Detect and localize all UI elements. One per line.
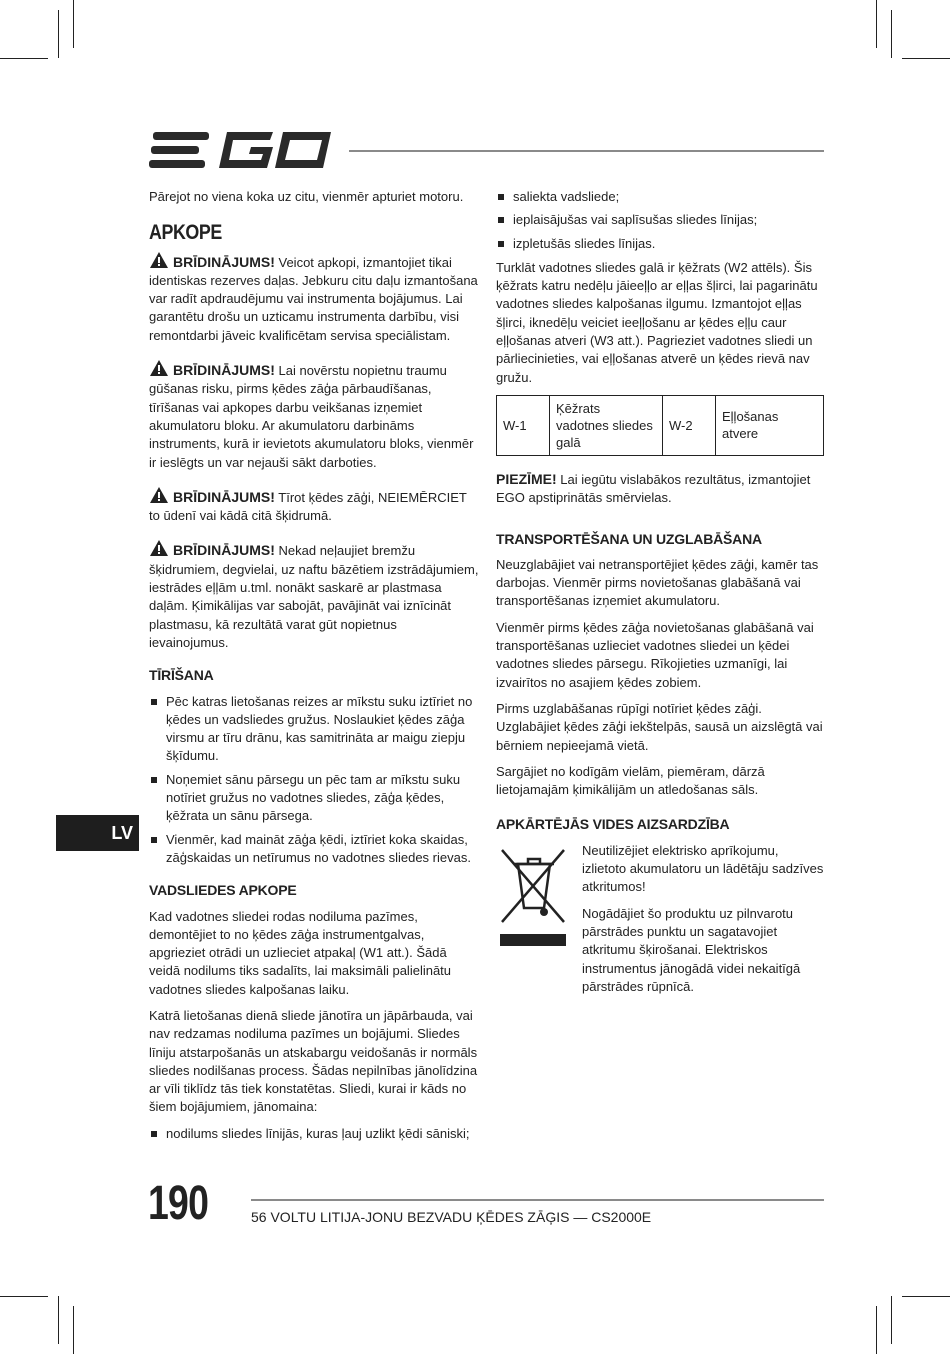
left-column xyxy=(149,188,479,1149)
crop-mark xyxy=(876,0,877,48)
crop-mark xyxy=(902,58,950,59)
environment-text xyxy=(582,842,826,1004)
env-icon-wrap xyxy=(496,842,582,1004)
warning-text: Nekad neļaujiet bremžu šķidrumiem, degvielai, uz naftu bāzētiem izstrādājumiem, iestrādes eļļām u.tml. nonākt saskarē ar plastmasa daļām. Ķimikālijas var sabojāt, pavājināt vai iznīcināt plastmasu, kā rezultātā varat gūt nopietnus ievainojumus. xyxy=(149,543,479,650)
intro-paragraph: Pārejot no viena koka uz citu, vienmēr apturiet motoru. xyxy=(149,189,464,204)
footer-title: 56 VOLTU LITIJA-JONU BEZVADU ĶĒDES ZĀĢIS — CS2000E xyxy=(251,1209,652,1225)
table-cell: Eļļošanas atvere xyxy=(716,395,824,455)
language-tab: LV xyxy=(56,815,139,851)
note-label: PIEZĪME! xyxy=(496,470,557,487)
tirisana-list xyxy=(149,693,479,868)
note-text: Lai iegūtu vislabākos rezultātus, izmantojiet EGO apstiprinātās smērvielas. xyxy=(496,471,811,506)
paragraph: Turklāt vadotnes sliedes galā ir ķēžrats (W2 attēls). Šis ķēžrats katru nedēļu jāieeļļo ar eļļas šļirci, lai pagarinātu vadotnes sliedes kalpošanas ilgumu. Izmantojot eļļas šļirci, iknedēļu veiciet ieeļļošanu ar ķēdes eļļu caur eļļošanas atveri (W3 att.). Pagrieziet vadotnes sliedi un pārliecinieties, vai eļļošanas atverē un ķēdes rievā nav gružu. xyxy=(496,259,818,385)
warning-triangle-icon xyxy=(149,539,169,557)
paragraph: Nogādājiet šo produktu uz pilnvarotu pārstrādes punktu un sagatavojiet atkritumu šķirošanai. Elektriskos instrumentus jānogādā videi nekaitīgā pārstrādes rūpnīcā. xyxy=(582,905,801,994)
warning-label: BRĪDINĀJUMS! xyxy=(173,362,275,379)
paragraph: Neutilizējiet elektrisko aprīkojumu, izlietoto akumulatoru un lādētāju sadzīves atkritumos! xyxy=(582,842,824,895)
paragraph: Vienmēr pirms ķēdes zāģa novietošanas glabāšanā vai transportēšanas uzlieciet vadotnes sliedei un ķēdei vadotnes sliedes pārsegu. Rīkojieties uzmanīgi, lai izvairītos no asajiem ķēdes zobiem. xyxy=(496,619,814,690)
warning-block xyxy=(149,251,479,345)
table-cell: W-1 xyxy=(497,395,550,455)
paragraph: Pirms uzglabāšanas rūpīgi notīriet ķēdes zāģi. Uzglabājiet ķēdes zāģi iekštelpās, sausā un aizslēgtā vai bērniem nepieejamā vietā. xyxy=(496,700,823,753)
warning-triangle-icon xyxy=(149,251,169,269)
header-rule xyxy=(349,150,824,152)
warning-triangle-icon xyxy=(149,359,169,377)
crop-mark xyxy=(902,1296,950,1297)
list-item: ieplaisājušas vai saplīsušas sliedes līnijas; xyxy=(496,211,826,229)
vadsliedes-list xyxy=(149,1125,479,1143)
list-item: Noņemiet sānu pārsegu un pēc tam ar mīkstu suku notīriet gružus no vadotnes sliedes, zāģa ķēdes, ķēžrata un sānu pārsega. xyxy=(149,771,479,826)
paragraph: Kad vadotnes sliedei rodas nodiluma pazīmes, demontējiet to no ķēdes zāģa instrumentgalvas, apgrieziet otrādi un uzlieciet atpakaļ (W1 att.). Šādā veidā nodilums tiks sadalīts, lai maksimāli palielinātu vadotnes sliedes kalpošanas laiku. xyxy=(149,908,452,997)
paragraph: Katrā lietošanas dienā sliede jānotīra un jāpārbauda, vai nav redzamas nodiluma pazīmes un bojājumi. Sliedes līniju atstarpošanās un atskabargu veidošanās ir normāls sliedes nodilšanas process. Šādas nepilnības jānolīdzina ar vīli tiklīdz tās tiek konstatētas. Sliedi, kurai ir kāds no šiem bojājumiem, jānomaina: xyxy=(149,1007,478,1115)
page-number: 190 xyxy=(148,1177,209,1230)
warning-triangle-icon xyxy=(149,486,169,504)
note xyxy=(496,470,826,508)
crop-mark xyxy=(0,1296,48,1297)
crop-mark xyxy=(891,1296,892,1344)
warning-block xyxy=(149,486,479,526)
heading-vadsliedes-apkope: VADSLIEDES APKOPE xyxy=(149,882,297,899)
crop-mark xyxy=(891,10,892,58)
list-item: Pēc katras lietošanas reizes ar mīkstu suku iztīriet no ķēdes un vadsliedes gružus. Noslaukiet ķēdes zāģa virsmu ar tīru drānu, kas samitrināta ar maigu ziepju šķīdumu. xyxy=(149,693,479,766)
heading-apkope: APKOPE xyxy=(149,221,222,245)
list-item: nodilums sliedes līnijās, kuras ļauj uzlikt ķēdi sāniski; xyxy=(149,1125,479,1143)
table-cell: Ķēžrats vadotnes sliedes galā xyxy=(550,395,663,455)
weee-crossed-bin-icon xyxy=(496,844,570,946)
warning-block xyxy=(149,359,479,472)
warning-text: Lai novērstu nopietnu traumu gūšanas risku, pirms ķēdes zāģa pārbaudīšanas, tīrīšanas vai apkopes darbu veikšanas izņemiet akumulatoru bloku. Ar akumulatoru darbināms instruments, kurā ir ievietots akumulatoru bloks, vienmēr ir ieslēgts un var nejauši sākt darboties. xyxy=(149,363,474,470)
list-item: saliekta vadsliede; xyxy=(496,188,826,206)
warning-block xyxy=(149,539,479,652)
right-column xyxy=(496,188,826,1004)
crop-mark xyxy=(58,1296,59,1344)
parts-table xyxy=(496,395,824,456)
warning-text: Tīrot ķēdes zāģi, NEIEMĒRCIET to ūdenī vai kādā citā šķidrumā. xyxy=(149,489,467,524)
warning-label: BRĪDINĀJUMS! xyxy=(173,542,275,559)
crop-mark xyxy=(0,58,48,59)
crop-mark xyxy=(73,0,74,48)
footer-rule xyxy=(251,1199,824,1201)
paragraph: Sargājiet no kodīgām vielām, piemēram, dārzā lietojamajām ķimikālijām un atledošanas sāls. xyxy=(496,763,765,798)
crop-mark xyxy=(73,1306,74,1354)
list-item: izpletušās sliedes līnijas. xyxy=(496,235,826,253)
table-cell: W-2 xyxy=(663,395,716,455)
crop-mark xyxy=(876,1306,877,1354)
warning-label: BRĪDINĀJUMS! xyxy=(173,253,275,270)
environment-block xyxy=(496,842,826,1004)
ego-logo xyxy=(149,128,331,172)
damage-list xyxy=(496,188,826,253)
paragraph: Neuzglabājiet vai netransportējiet ķēdes zāģi, kamēr tas darbojas. Vienmēr pirms novietošanas glabāšanā vai transportēšanas izņemiet akumulatoru. xyxy=(496,556,819,609)
warning-text: Veicot apkopi, izmantojiet tikai identiskas rezerves daļas. Jebkuru citu daļu izmantošana var radīt apdraudējumu vai instrumenta bojājumus. Lai garantētu drošu un uzticamu instrumenta darbību, visi remontdarbi jāveic kvalificētam servisa speciālistam. xyxy=(149,254,478,343)
heading-environment: APKĀRTĒJĀS VIDES AIZSARDZĪBA xyxy=(496,816,730,833)
crop-mark xyxy=(58,10,59,58)
heading-tirisana: TĪRĪŠANA xyxy=(149,667,214,684)
table-row xyxy=(497,395,824,455)
heading-transport: TRANSPORTĒŠANA UN UZGLABĀŠANA xyxy=(496,530,762,547)
list-item: Vienmēr, kad maināt zāģa ķēdi, iztīriet koka skaidas, zāģskaidas un netīrumus no vadotnes sliedes rievas. xyxy=(149,831,479,868)
warning-label: BRĪDINĀJUMS! xyxy=(173,488,275,505)
